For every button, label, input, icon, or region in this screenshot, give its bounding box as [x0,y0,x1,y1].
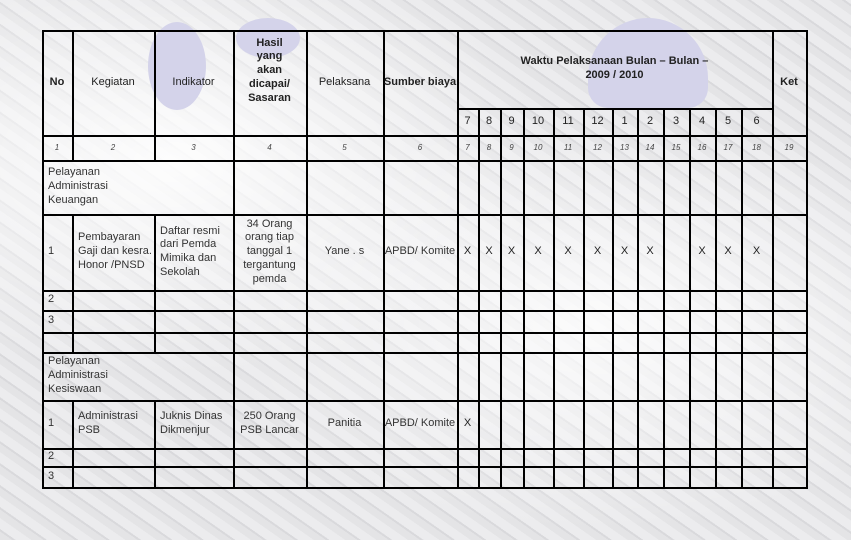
table-rule [689,448,691,466]
table-rule [42,448,806,450]
table-rule [500,332,502,352]
table-rule [457,352,459,400]
table-rule [583,352,585,400]
table-rule [583,448,585,466]
table-rule [478,448,480,466]
table-rule [637,400,639,448]
header-pelaksana: Pelaksana [318,75,371,88]
table-rule [553,332,555,352]
header-month: 7 [464,114,471,127]
table-rule [715,332,717,352]
table-rule [583,400,585,448]
cell-hasil: 250 Orang PSB Lancar [240,410,299,436]
cell-kegiatan: Pembayaran Gaji dan kesra. Honor /PNSD [78,231,152,271]
table-rule [457,466,459,487]
header-no: No [49,75,65,88]
table-rule [500,448,502,466]
table-rule [612,448,614,466]
table-rule [689,160,691,214]
table-rule [523,352,525,400]
table-rule [500,290,502,310]
table-rule [663,332,665,352]
table-rule [663,214,665,290]
table-rule [72,290,74,310]
table-rule [42,487,806,489]
table-rule [383,160,385,214]
cell-indikator: Daftar resmi dari Pemda Mimika dan Sekolah [160,224,220,278]
table-rule [772,310,774,332]
table-rule [478,332,480,352]
column-number: 16 [697,142,707,152]
table-rule [663,448,665,466]
column-number: 8 [486,142,492,152]
table-rule [715,290,717,310]
table-rule [637,466,639,487]
header-month: 11 [562,114,574,127]
table-rule [306,310,308,332]
column-number: 5 [342,142,347,152]
header-waktu-pelaksanaan: Waktu Pelaksanaan Bulan – Bulan – 2009 / 2010 [520,55,709,81]
table-rule [772,214,774,290]
table-rule [741,352,743,400]
table-rule [637,160,639,214]
table-rule [663,290,665,310]
table-rule [154,448,156,466]
table-rule [772,352,774,400]
column-number: 13 [620,142,629,152]
table-rule [233,332,235,352]
column-number: 3 [191,142,196,152]
column-number: 7 [465,142,470,152]
row-number: 2 [48,293,55,306]
table-rule [154,290,156,310]
table-rule [715,466,717,487]
schedule-mark: X [646,245,654,258]
table-rule [553,400,555,448]
header-sumber-biaya: Sumber biaya [383,75,457,88]
column-number: 17 [723,142,733,152]
table-rule [42,310,806,312]
header-month: 4 [698,114,706,127]
table-rule [637,332,639,352]
table-rule [478,400,480,448]
table-rule [612,352,614,400]
table-rule [689,332,691,352]
table-rule [523,310,525,332]
schedule-mark: X [752,245,761,258]
column-number: 9 [509,142,514,152]
table-rule [663,466,665,487]
table-rule [457,290,459,310]
table-rule [772,448,774,466]
table-rule [553,466,555,487]
table-rule [306,290,308,310]
table-rule [500,352,502,400]
table-rule [306,160,308,214]
cell-sumber-biaya: APBD/ Komite [384,417,456,430]
table-rule [583,332,585,352]
table-rule [741,332,743,352]
row-number: 3 [48,469,55,482]
schedule-mark: X [620,245,629,258]
table-rule [478,290,480,310]
table-rule [154,466,156,487]
table-rule [306,448,308,466]
table-rule [154,310,156,332]
table-rule [583,466,585,487]
column-number: 11 [563,142,573,152]
table-rule [42,466,806,468]
table-rule [233,448,235,466]
table-rule [500,310,502,332]
table-rule [42,290,806,292]
table-rule [553,160,555,214]
table-rule [72,466,74,487]
table-rule [663,160,665,214]
table-rule [741,448,743,466]
schedule-mark: X [485,245,493,258]
table-rule [715,352,717,400]
table-rule [583,160,585,214]
table-rule [383,352,385,400]
section-title: Pelayanan Administrasi Kesiswaan [48,355,108,395]
table-rule [612,400,614,448]
row-number: 2 [48,450,55,463]
table-rule [523,448,525,466]
cell-pelaksana: Panitia [327,417,362,430]
column-number: 1 [54,142,60,152]
schedule-mark: X [698,245,706,258]
table-rule [689,352,691,400]
table-rule [457,310,459,332]
header-kegiatan: Kegiatan [91,75,135,88]
schedule-mark: X [564,245,572,258]
header-month: 5 [724,114,732,127]
table-rule [42,332,806,334]
table-rule [72,448,74,466]
table-rule [772,400,774,448]
table-rule [500,466,502,487]
section-title: Pelayanan Administrasi Keuangan [48,166,108,206]
cell-pelaksana: Yane . s [324,245,365,258]
table-rule [523,400,525,448]
table-rule [523,466,525,487]
table-rule [715,448,717,466]
table-rule [523,332,525,352]
table-rule [500,160,502,214]
table-rule [689,310,691,332]
table-rule [457,332,459,352]
table-rule [715,400,717,448]
table-rule [72,310,74,332]
table-rule [306,466,308,487]
header-month: 2 [646,114,654,127]
table-rule [741,160,743,214]
table-rule [772,290,774,310]
table-rule [478,160,480,214]
table-rule [612,466,614,487]
table-rule [553,352,555,400]
header-month: 1 [621,114,628,127]
table-rule [233,160,235,214]
table-rule [233,310,235,332]
table-rule [306,332,308,352]
table-rule [233,30,235,135]
table-rule [457,160,459,214]
table-rule [478,310,480,332]
header-month: 12 [591,114,604,127]
table-rule [637,310,639,332]
row-number: 1 [48,417,55,430]
table-rule [637,352,639,400]
cell-indikator: Juknis Dinas Dikmenjur [160,410,223,436]
table-rule [500,400,502,448]
table-rule [663,352,665,400]
table-rule [478,352,480,400]
column-number: 14 [645,142,655,152]
schedule-mark: X [463,245,472,258]
table-rule [478,466,480,487]
column-number: 2 [110,142,116,152]
header-month: 10 [531,114,545,127]
table-rule [72,332,74,352]
table-rule [715,160,717,214]
table-rule [689,290,691,310]
schedule-mark: X [593,245,602,258]
table-rule [612,160,614,214]
table-rule [741,400,743,448]
header-month: 6 [753,114,760,127]
table-rule [637,448,639,466]
table-rule [553,310,555,332]
table-rule [233,466,235,487]
cell-sumber-biaya: APBD/ Komite [384,245,456,258]
table-rule [663,310,665,332]
table-rule [583,290,585,310]
table-rule [612,332,614,352]
table-rule [741,466,743,487]
column-number: 12 [593,142,602,152]
table-rule [233,352,235,400]
table-rule [306,352,308,400]
table-rule [772,332,774,352]
table-rule [715,310,717,332]
table-rule [383,310,385,332]
header-month: 9 [508,114,515,127]
header-month: 8 [485,114,493,127]
row-number: 3 [48,314,55,327]
cell-kegiatan: Administrasi PSB [78,410,138,436]
schedule-mark: X [534,245,542,258]
column-number: 10 [533,142,543,152]
schedule-mark: X [463,417,472,430]
table-rule [612,290,614,310]
column-number: 4 [267,142,272,152]
table-rule [383,290,385,310]
row-number: 1 [48,245,55,258]
table-rule [457,448,459,466]
table-rule [383,332,385,352]
table-rule [553,448,555,466]
schedule-mark: X [724,245,732,258]
header-hasil: Hasil yang akan dicapai/ Sasaran [248,36,291,104]
table-rule [663,400,665,448]
table-rule [233,290,235,310]
header-indikator: Indikator [172,75,215,88]
table-rule [689,466,691,487]
table-rule [42,160,806,162]
table-rule [523,160,525,214]
table-rule [772,160,774,214]
table-rule [689,400,691,448]
cell-hasil: 34 Orang orang tiap tanggal 1 tergantung pemda [243,217,296,285]
table-rule [612,310,614,332]
table-rule [553,290,555,310]
table-rule [383,448,385,466]
table-rule [637,290,639,310]
header-month: 3 [672,114,680,127]
column-number: 15 [671,142,681,152]
table-rule [772,466,774,487]
table-rule [154,332,156,352]
column-number: 18 [752,142,761,152]
header-ket: Ket [780,75,798,88]
table-rule [741,310,743,332]
table-rule [383,466,385,487]
schedule-mark: X [507,245,516,258]
column-number: 19 [784,142,794,152]
table-rule [583,310,585,332]
table-rule [523,290,525,310]
table-rule [42,352,806,354]
column-number: 6 [417,142,423,152]
table-rule [741,290,743,310]
table-rule [806,30,808,489]
